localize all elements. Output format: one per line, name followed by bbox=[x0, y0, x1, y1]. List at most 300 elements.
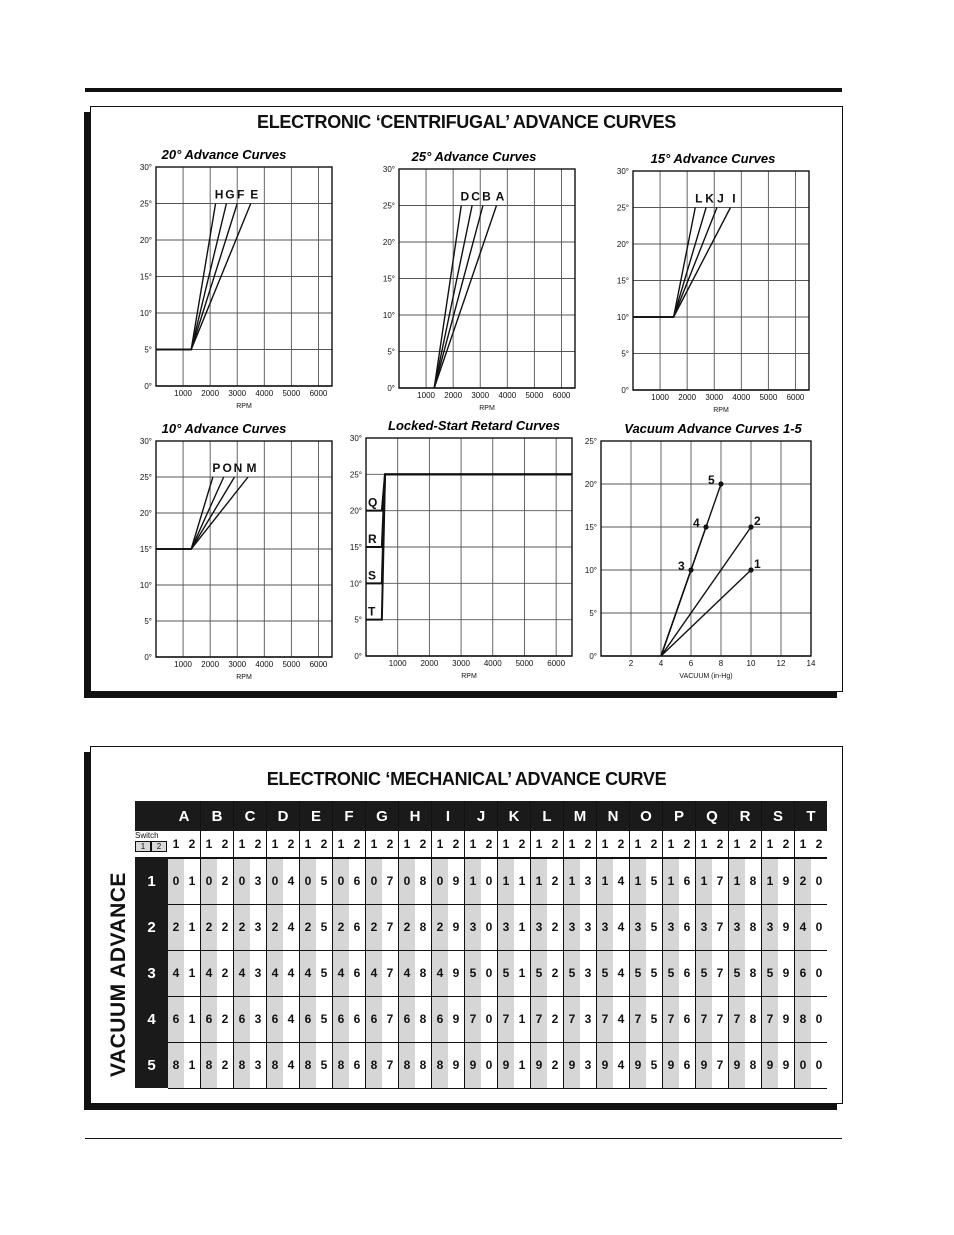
table-cell-digit: 7 bbox=[382, 1042, 399, 1088]
table-cell-digit: 5 bbox=[630, 950, 647, 996]
x-tick-label: 1000 bbox=[174, 389, 192, 398]
y-tick-label: 30° bbox=[616, 167, 629, 176]
table-cell-digit: 7 bbox=[597, 996, 614, 1042]
series-point-1 bbox=[748, 567, 753, 572]
table-cell-digit: 3 bbox=[580, 996, 597, 1042]
table-cell-digit: 2 bbox=[366, 904, 383, 950]
table-cell-digit: 1 bbox=[514, 1042, 531, 1088]
sub-column-header: 1 bbox=[267, 831, 284, 858]
table-cell-digit: 6 bbox=[201, 996, 218, 1042]
series-label-N: N bbox=[233, 461, 244, 475]
table-cell-digit: 4 bbox=[283, 950, 300, 996]
sub-column-header: 2 bbox=[316, 831, 333, 858]
table-cell-digit: 8 bbox=[366, 1042, 383, 1088]
sub-column-header: 2 bbox=[448, 831, 465, 858]
series-label-G: G bbox=[225, 187, 236, 202]
y-tick-label: 10° bbox=[584, 566, 597, 575]
x-tick-label: 14 bbox=[806, 659, 816, 668]
table-cell-digit: 7 bbox=[564, 996, 581, 1042]
table-cell-digit: 2 bbox=[201, 904, 218, 950]
y-tick-label: 5° bbox=[387, 347, 395, 357]
y-tick-label: 0° bbox=[354, 652, 362, 661]
y-tick-label: 10° bbox=[616, 313, 629, 322]
table-cell-digit: 4 bbox=[366, 950, 383, 996]
column-header: I bbox=[432, 801, 465, 831]
mechanical-curve-panel bbox=[90, 746, 843, 1104]
table-cell-digit: 2 bbox=[217, 996, 234, 1042]
sub-column-header: 1 bbox=[333, 831, 350, 858]
table-cell-digit: 5 bbox=[316, 950, 333, 996]
x-tick-label: 3000 bbox=[228, 389, 247, 398]
sub-column-header: 2 bbox=[547, 831, 564, 858]
table-cell-digit: 3 bbox=[250, 904, 267, 950]
table-row bbox=[135, 950, 827, 996]
table-cell-digit: 6 bbox=[795, 950, 812, 996]
table-cell-digit: 3 bbox=[465, 904, 482, 950]
table-cell-digit: 4 bbox=[168, 950, 184, 996]
table-cell-digit: 9 bbox=[465, 1042, 482, 1088]
y-tick-label: 20° bbox=[349, 506, 362, 516]
table-cell-digit: 1 bbox=[184, 996, 201, 1042]
table-cell-digit: 7 bbox=[712, 1042, 729, 1088]
chart-title: 25° Advance Curves bbox=[411, 149, 537, 164]
table-cell-digit: 1 bbox=[630, 858, 647, 905]
table-cell-digit: 1 bbox=[597, 858, 614, 905]
x-tick-label: 6000 bbox=[552, 391, 571, 400]
table-cell-digit: 0 bbox=[795, 1042, 812, 1088]
table-cell-digit: 8 bbox=[432, 1042, 449, 1088]
table-cell-digit: 3 bbox=[564, 904, 581, 950]
y-tick-label: 0° bbox=[387, 384, 395, 393]
x-tick-label: 5000 bbox=[515, 659, 534, 668]
table-cell-digit: 7 bbox=[382, 996, 399, 1042]
series-label-O: O bbox=[222, 461, 233, 475]
table-cell-digit: 6 bbox=[399, 996, 416, 1042]
table-cell-digit: 3 bbox=[630, 904, 647, 950]
table-row bbox=[135, 904, 827, 950]
table-cell-digit: 9 bbox=[778, 858, 795, 905]
table-cell-digit: 8 bbox=[415, 950, 432, 996]
table-cell-digit: 6 bbox=[349, 950, 366, 996]
table-cell-digit: 2 bbox=[168, 904, 184, 950]
bottom-rule bbox=[85, 1138, 842, 1139]
table-cell-digit: 0 bbox=[481, 996, 498, 1042]
table-cell-digit: 2 bbox=[300, 904, 317, 950]
table-cell-digit: 8 bbox=[415, 996, 432, 1042]
table-cell-digit: 2 bbox=[547, 904, 564, 950]
table-cell-digit: 1 bbox=[184, 904, 201, 950]
table-cell-digit: 1 bbox=[564, 858, 581, 905]
sub-column-header: 2 bbox=[250, 831, 267, 858]
table-cell-digit: 5 bbox=[564, 950, 581, 996]
y-tick-label: 10° bbox=[139, 581, 152, 590]
sub-column-header: 1 bbox=[168, 831, 184, 858]
y-tick-label: 5° bbox=[621, 349, 629, 359]
series-label-2: 2 bbox=[754, 514, 762, 528]
series-point-2 bbox=[748, 524, 753, 529]
table-cell-digit: 0 bbox=[481, 950, 498, 996]
table-cell-digit: 5 bbox=[663, 950, 680, 996]
table-cell-digit: 9 bbox=[778, 1042, 795, 1088]
table-cell-digit: 2 bbox=[795, 858, 812, 905]
table-cell-digit: 4 bbox=[613, 1042, 630, 1088]
sub-column-header: 1 bbox=[531, 831, 548, 858]
sub-column-header: 2 bbox=[745, 831, 762, 858]
table-cell-digit: 5 bbox=[316, 858, 333, 905]
x-axis-label: RPM bbox=[236, 674, 252, 681]
table-cell-digit: 0 bbox=[234, 858, 251, 905]
row-header: 1 bbox=[135, 858, 168, 905]
sub-column-header: 1 bbox=[663, 831, 680, 858]
table-cell-digit: 3 bbox=[597, 904, 614, 950]
table-cell-digit: 1 bbox=[514, 950, 531, 996]
series-line-S bbox=[366, 474, 572, 583]
y-tick-label: 15° bbox=[382, 274, 395, 284]
sub-column-header: 2 bbox=[382, 831, 399, 858]
table-cell-digit: 3 bbox=[663, 904, 680, 950]
table-cell-digit: 0 bbox=[300, 858, 317, 905]
sub-column-header: 1 bbox=[432, 831, 449, 858]
table-cell-digit: 4 bbox=[300, 950, 317, 996]
y-tick-label: 10° bbox=[139, 309, 152, 318]
table-cell-digit: 2 bbox=[217, 904, 234, 950]
series-line-J bbox=[633, 208, 717, 318]
sub-column-header: 2 bbox=[580, 831, 597, 858]
sub-column-header: 1 bbox=[795, 831, 812, 858]
table-cell-digit: 9 bbox=[448, 904, 465, 950]
table-cell-digit: 8 bbox=[399, 1042, 416, 1088]
table-cell-digit: 0 bbox=[399, 858, 416, 905]
x-axis-label: RPM bbox=[236, 403, 252, 410]
series-label-A: A bbox=[495, 189, 506, 204]
table-cell-digit: 5 bbox=[646, 996, 663, 1042]
table-cell-digit: 1 bbox=[184, 858, 201, 905]
table-cell-digit: 8 bbox=[300, 1042, 317, 1088]
y-tick-label: 25° bbox=[349, 470, 362, 480]
mechanical-panel-title: ELECTRONIC ‘MECHANICAL’ ADVANCE CURVE bbox=[266, 769, 667, 789]
table-cell-digit: 9 bbox=[448, 858, 465, 905]
table-cell-digit: 8 bbox=[745, 1042, 762, 1088]
table-cell-digit: 8 bbox=[234, 1042, 251, 1088]
row-header: 5 bbox=[135, 1042, 168, 1088]
table-cell-digit: 1 bbox=[762, 858, 779, 905]
x-axis-label: RPM bbox=[479, 405, 495, 412]
table-cell-digit: 9 bbox=[448, 1042, 465, 1088]
top-rule bbox=[85, 88, 842, 92]
table-cell-digit: 0 bbox=[267, 858, 284, 905]
table-row bbox=[135, 996, 827, 1042]
table-cell-digit: 7 bbox=[382, 904, 399, 950]
sub-column-header: 2 bbox=[778, 831, 795, 858]
table-cell-digit: 3 bbox=[729, 904, 746, 950]
y-tick-label: 15° bbox=[139, 272, 152, 282]
centrifugal-panel-title: ELECTRONIC ‘CENTRIFUGAL’ ADVANCE CURVES bbox=[257, 112, 676, 132]
x-tick-label: 5000 bbox=[759, 393, 778, 402]
table-cell-digit: 0 bbox=[481, 858, 498, 905]
sub-column-header: 1 bbox=[234, 831, 251, 858]
table-cell-digit: 1 bbox=[498, 858, 515, 905]
chart-title: 20° Advance Curves bbox=[161, 147, 287, 162]
series-line-L bbox=[633, 208, 695, 318]
series-label-T: T bbox=[368, 604, 377, 619]
sub-column-header: 2 bbox=[349, 831, 366, 858]
table-cell-digit: 7 bbox=[712, 996, 729, 1042]
series-label-5: 5 bbox=[708, 473, 716, 487]
x-tick-label: 2000 bbox=[420, 659, 439, 668]
table-cell-digit: 6 bbox=[349, 904, 366, 950]
table-cell-digit: 4 bbox=[613, 996, 630, 1042]
sub-column-header: 1 bbox=[597, 831, 614, 858]
table-cell-digit: 0 bbox=[811, 996, 827, 1042]
table-cell-digit: 4 bbox=[283, 1042, 300, 1088]
table-cell-digit: 6 bbox=[333, 996, 350, 1042]
column-header: C bbox=[234, 801, 267, 831]
x-tick-label: 3000 bbox=[452, 659, 470, 668]
table-cell-digit: 4 bbox=[333, 950, 350, 996]
sub-column-header: 2 bbox=[712, 831, 729, 858]
y-tick-label: 30° bbox=[349, 434, 362, 443]
series-label-Q: Q bbox=[368, 495, 379, 510]
table-cell-digit: 8 bbox=[333, 1042, 350, 1088]
x-tick-label: 2000 bbox=[201, 660, 220, 669]
table-cell-digit: 9 bbox=[778, 950, 795, 996]
table-cell-digit: 7 bbox=[712, 904, 729, 950]
series-label-E: E bbox=[250, 187, 260, 202]
sub-column-header: 1 bbox=[630, 831, 647, 858]
table-cell-digit: 9 bbox=[531, 1042, 548, 1088]
table-cell-digit: 7 bbox=[696, 996, 713, 1042]
table-cell-digit: 7 bbox=[630, 996, 647, 1042]
y-tick-label: 15° bbox=[139, 545, 152, 554]
sub-column-header: 1 bbox=[762, 831, 779, 858]
y-tick-label: 0° bbox=[144, 653, 152, 662]
table-cell-digit: 8 bbox=[168, 1042, 184, 1088]
table-cell-digit: 4 bbox=[399, 950, 416, 996]
sub-column-header: 1 bbox=[300, 831, 317, 858]
table-cell-digit: 1 bbox=[514, 858, 531, 905]
x-tick-label: 10 bbox=[746, 659, 756, 668]
x-tick-label: 8 bbox=[718, 659, 724, 668]
table-cell-digit: 5 bbox=[646, 904, 663, 950]
series-label-D: D bbox=[460, 189, 471, 204]
switch-text: Switch bbox=[135, 831, 159, 840]
y-tick-label: 25° bbox=[382, 201, 395, 211]
table-cell-digit: 6 bbox=[349, 858, 366, 905]
table-cell-digit: 6 bbox=[679, 996, 696, 1042]
table-cell-digit: 0 bbox=[481, 1042, 498, 1088]
x-tick-label: 6000 bbox=[309, 389, 328, 398]
table-cell-digit: 4 bbox=[283, 858, 300, 905]
y-tick-label: 15° bbox=[584, 523, 597, 532]
column-header: F bbox=[333, 801, 366, 831]
table-cell-digit: 9 bbox=[778, 904, 795, 950]
table-cell-digit: 3 bbox=[531, 904, 548, 950]
table-cell-digit: 2 bbox=[399, 904, 416, 950]
table-cell-digit: 4 bbox=[201, 950, 218, 996]
column-header: T bbox=[795, 801, 828, 831]
table-cell-digit: 8 bbox=[201, 1042, 218, 1088]
series-label-J: J bbox=[717, 191, 725, 206]
table-cell-digit: 7 bbox=[729, 996, 746, 1042]
row-header: 4 bbox=[135, 996, 168, 1042]
x-tick-label: 4000 bbox=[255, 660, 274, 669]
table-cell-digit: 7 bbox=[498, 996, 515, 1042]
series-label-B: B bbox=[482, 189, 492, 204]
series-label-1: 1 bbox=[754, 557, 762, 571]
y-tick-label: 20° bbox=[382, 238, 395, 247]
table-cell-digit: 3 bbox=[580, 950, 597, 996]
table-cell-digit: 9 bbox=[448, 996, 465, 1042]
table-cell-digit: 1 bbox=[729, 858, 746, 905]
table-cell-digit: 9 bbox=[663, 1042, 680, 1088]
table-cell-digit: 4 bbox=[613, 904, 630, 950]
column-header: D bbox=[267, 801, 300, 831]
table-cell-digit: 7 bbox=[712, 950, 729, 996]
column-header: H bbox=[399, 801, 432, 831]
y-tick-label: 5° bbox=[354, 615, 362, 625]
table-cell-digit: 5 bbox=[316, 996, 333, 1042]
table-cell-digit: 0 bbox=[168, 858, 184, 905]
table-cell-digit: 4 bbox=[795, 904, 812, 950]
table-cell-digit: 6 bbox=[349, 1042, 366, 1088]
table-cell-digit: 3 bbox=[250, 858, 267, 905]
table-corner bbox=[135, 801, 168, 831]
x-tick-label: 5000 bbox=[525, 391, 544, 400]
sub-column-header: 1 bbox=[729, 831, 746, 858]
mechanical-table bbox=[135, 801, 827, 1089]
series-label-I: I bbox=[732, 191, 737, 206]
column-header: O bbox=[630, 801, 663, 831]
x-tick-label: 1000 bbox=[388, 659, 407, 668]
table-cell-digit: 9 bbox=[498, 1042, 515, 1088]
y-tick-label: 5° bbox=[144, 345, 152, 355]
x-axis-label: VACUUM (in-Hg) bbox=[679, 673, 733, 680]
y-tick-label: 0° bbox=[144, 382, 152, 391]
x-tick-label: 6 bbox=[688, 659, 694, 668]
y-tick-label: 25° bbox=[139, 473, 152, 482]
table-cell-digit: 5 bbox=[646, 858, 663, 905]
column-header: A bbox=[168, 801, 201, 831]
series-line-Q bbox=[366, 474, 572, 510]
table-cell-digit: 8 bbox=[415, 858, 432, 905]
table-cell-digit: 3 bbox=[696, 904, 713, 950]
table-cell-digit: 4 bbox=[234, 950, 251, 996]
x-tick-label: 4000 bbox=[255, 389, 274, 398]
table-cell-digit: 8 bbox=[745, 858, 762, 905]
x-tick-label: 4000 bbox=[732, 393, 751, 402]
sub-column-header: 2 bbox=[481, 831, 498, 858]
sub-column-header: 1 bbox=[366, 831, 383, 858]
x-tick-label: 3000 bbox=[471, 391, 490, 400]
table-cell-digit: 5 bbox=[498, 950, 515, 996]
table-cell-digit: 4 bbox=[613, 858, 630, 905]
y-tick-label: 25° bbox=[584, 437, 597, 446]
table-cell-digit: 6 bbox=[267, 996, 284, 1042]
sub-column-header: 2 bbox=[217, 831, 234, 858]
y-tick-label: 30° bbox=[139, 437, 152, 446]
table-cell-digit: 2 bbox=[547, 858, 564, 905]
y-tick-label: 20° bbox=[139, 509, 152, 518]
table-cell-digit: 8 bbox=[745, 950, 762, 996]
table-cell-digit: 5 bbox=[646, 950, 663, 996]
table-cell-digit: 9 bbox=[448, 950, 465, 996]
chart-title: 10° Advance Curves bbox=[161, 421, 287, 436]
table-cell-digit: 5 bbox=[316, 1042, 333, 1088]
column-header: E bbox=[300, 801, 333, 831]
table-cell-digit: 8 bbox=[267, 1042, 284, 1088]
series-label-4: 4 bbox=[693, 516, 701, 530]
table-cell-digit: 3 bbox=[580, 858, 597, 905]
plot-frame bbox=[601, 441, 811, 656]
column-header: B bbox=[201, 801, 234, 831]
sub-column-header: 1 bbox=[696, 831, 713, 858]
x-tick-label: 1000 bbox=[651, 393, 669, 402]
table-cell-digit: 0 bbox=[811, 950, 827, 996]
row-header: 2 bbox=[135, 904, 168, 950]
table-cell-digit: 7 bbox=[762, 996, 779, 1042]
table-cell-digit: 1 bbox=[514, 996, 531, 1042]
table-cell-digit: 6 bbox=[679, 904, 696, 950]
table-cell-digit: 8 bbox=[415, 904, 432, 950]
y-tick-label: 25° bbox=[616, 203, 629, 213]
y-tick-label: 20° bbox=[616, 240, 629, 249]
table-cell-digit: 6 bbox=[349, 996, 366, 1042]
series-line-B bbox=[434, 206, 483, 389]
table-cell-digit: 7 bbox=[465, 996, 482, 1042]
table-cell-digit: 6 bbox=[300, 996, 317, 1042]
row-header: 3 bbox=[135, 950, 168, 996]
table-cell-digit: 9 bbox=[597, 1042, 614, 1088]
series-label-3: 3 bbox=[678, 559, 686, 573]
series-label-K: K bbox=[705, 191, 715, 206]
sub-column-header: 1 bbox=[564, 831, 581, 858]
table-cell-digit: 1 bbox=[184, 950, 201, 996]
charts-canvas bbox=[91, 107, 842, 691]
x-tick-label: 5000 bbox=[282, 660, 301, 669]
y-tick-label: 10° bbox=[382, 311, 395, 320]
table-cell-digit: 9 bbox=[762, 1042, 779, 1088]
table-cell-digit: 7 bbox=[382, 950, 399, 996]
vacuum-advance-label: VACUUM ADVANCE bbox=[107, 872, 130, 1077]
x-tick-label: 12 bbox=[776, 659, 786, 668]
x-axis-label: RPM bbox=[713, 407, 729, 414]
table-cell-digit: 2 bbox=[547, 950, 564, 996]
table-cell-digit: 4 bbox=[283, 996, 300, 1042]
table-cell-digit: 3 bbox=[250, 1042, 267, 1088]
table-cell-digit: 1 bbox=[696, 858, 713, 905]
y-tick-label: 20° bbox=[584, 480, 597, 489]
x-tick-label: 5000 bbox=[282, 389, 301, 398]
sub-column-header: 2 bbox=[184, 831, 201, 858]
table-cell-digit: 2 bbox=[547, 1042, 564, 1088]
table-cell-digit: 7 bbox=[382, 858, 399, 905]
table-cell-digit: 2 bbox=[234, 904, 251, 950]
table-cell-digit: 2 bbox=[267, 904, 284, 950]
table-cell-digit: 6 bbox=[679, 858, 696, 905]
y-tick-label: 15° bbox=[349, 543, 362, 552]
table-cell-digit: 1 bbox=[531, 858, 548, 905]
sub-column-header: 2 bbox=[514, 831, 531, 858]
table-cell-digit: 6 bbox=[366, 996, 383, 1042]
y-tick-label: 10° bbox=[349, 579, 362, 589]
column-header: S bbox=[762, 801, 795, 831]
column-header: J bbox=[465, 801, 498, 831]
table-cell-digit: 0 bbox=[481, 904, 498, 950]
table-cell-digit: 5 bbox=[531, 950, 548, 996]
x-axis-label: RPM bbox=[461, 673, 477, 680]
table-cell-digit: 4 bbox=[283, 904, 300, 950]
table-cell-digit: 6 bbox=[679, 1042, 696, 1088]
